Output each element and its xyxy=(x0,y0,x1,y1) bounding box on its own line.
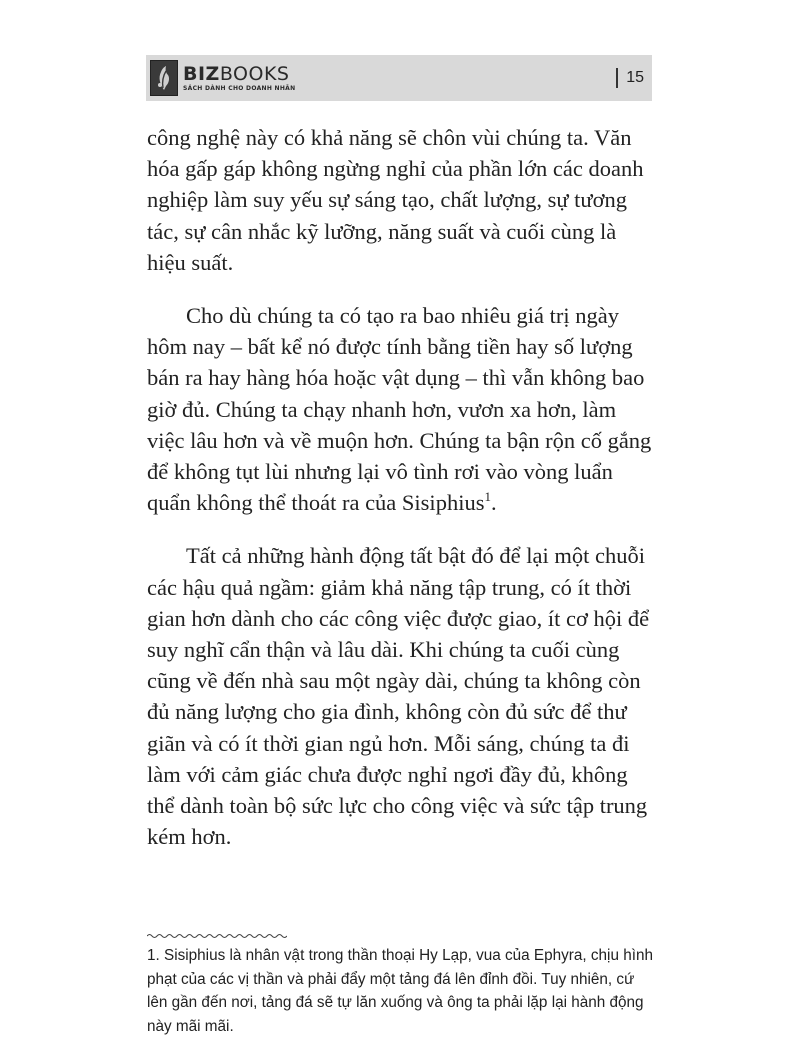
brand-block xyxy=(183,64,295,93)
running-header xyxy=(146,55,652,101)
footnote: 1. Sisiphius là nhân vật trong thần thoại Hy Lạp, vua của Ephyra, chịu hình phạt của các vị thần và phải đẩy một tảng đá lên đỉnh đồi. Tuy nhiên, cứ lên gần đến nơi, tảng đá sẽ tự lăn xuống và ông ta phải lặp lại hành động này mãi mãi. xyxy=(147,947,653,1035)
brand-tagline: SÁCH DÀNH CHO DOANH NHÂN xyxy=(183,84,296,92)
paragraph-1: công nghệ này có khả năng sẽ chôn vùi chúng ta. Văn hóa gấp gáp không ngừng nghỉ của phần lớn các doanh nghiệp làm suy yếu sự sáng tạo, chất lượng, sự tương tác, sự cân nhắc kỹ lưỡng, năng suất và cuối cùng là hiệu suất. xyxy=(147,125,644,275)
brand-name xyxy=(183,64,295,84)
page-number-divider xyxy=(616,68,618,88)
body-text xyxy=(147,122,653,874)
bizbooks-logo-icon xyxy=(150,60,178,96)
brand-bold: BIZ xyxy=(183,62,220,85)
paragraph-2-period: . xyxy=(490,490,497,516)
footnote-reference[interactable]: 1 xyxy=(484,489,491,505)
paragraph-3: Tất cả những hành động tất bật đó để lại một chuỗi các hậu quả ngầm: giảm khả năng tập trung, có ít thời gian hơn dành cho các công việc được giao, ít cơ hội để suy nghĩ cẩn thận và lâu dài. Khi chúng ta cuối cùng cũng về đến nhà sau một ngày dài, chúng ta không còn đủ năng lượng cho gia đình, không còn đủ sức để thư giãn và có ít thời gian ngủ hơn. Mỗi sáng, chúng ta đi làm với cảm giác chưa được nghỉ ngơi đầy đủ, không thể dành toàn bộ sức lực cho công việc và sức tập trung kém hơn. xyxy=(147,543,650,850)
paragraph-2-text: Cho dù chúng ta có tạo ra bao nhiêu giá trị ngày hôm nay – bất kể nó được tính bằng tiền hay số lượng bán ra hay hàng hóa hoặc vật dụng – thì vẫn không bao giờ đủ. Chúng ta chạy nhanh hơn, vươn xa hơn, làm việc lâu hơn và về muộn hơn. Chúng ta bận rộn cố gắng để không tụt lùi nhưng lại vô tình rơi vào vòng luẩn quẩn không thể thoát ra của Sisiphius xyxy=(147,303,652,516)
page-number-block xyxy=(616,55,644,101)
paragraph-2 xyxy=(147,300,653,518)
brand-light: BOOKS xyxy=(219,62,290,85)
page-number: 15 xyxy=(626,69,644,86)
footnote-separator xyxy=(147,933,287,939)
